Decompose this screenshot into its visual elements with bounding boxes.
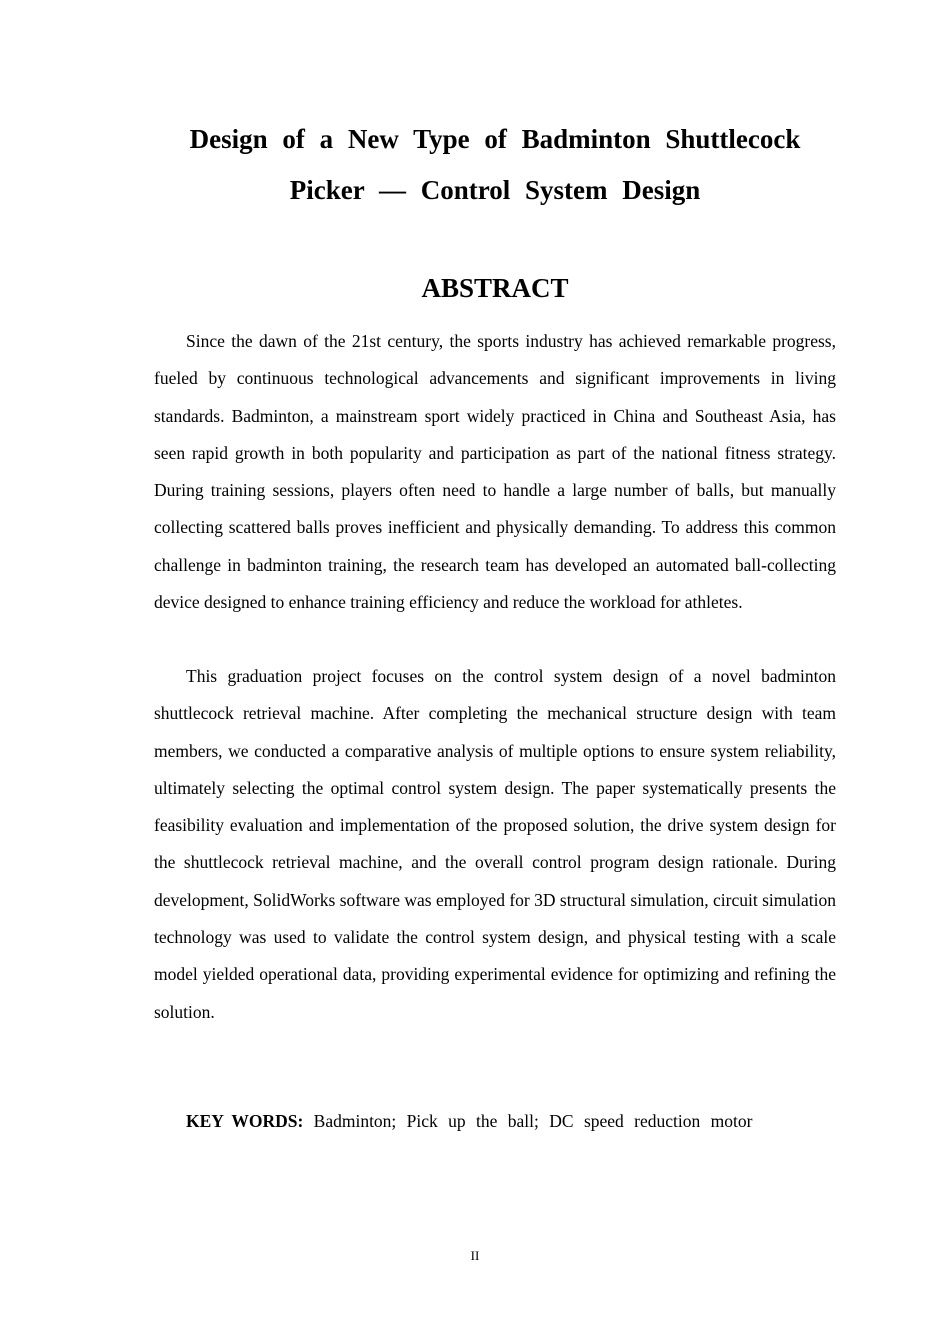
- abstract-heading: ABSTRACT: [421, 273, 569, 303]
- abstract-paragraph-2: This graduation project focuses on the control system design of a novel badminton shuttlecock retrieval machine. After completing the mechanical structure design with team members, we conducted a comparative analysis of multiple options to ensure system reliability, ultimately selecting the optimal control system design. The paper systematically presents the feasibility evaluation and implementation of the proposed solution, the drive system design for the shuttlecock retrieval machine, and the overall control program design rationale. During development, SolidWorks software was employed for 3D structural simulation, circuit simulation technology was used to validate the control system design, and physical testing with a scale model yielded operational data, providing experimental evidence for optimizing and refining the solution.: [154, 666, 836, 1022]
- paper-title-line-1: Design of a New Type of Badminton Shuttlecock: [189, 124, 801, 154]
- abstract-paragraph-1: Since the dawn of the 21st century, the sports industry has achieved remarkable progress, fueled by continuous technological advancements and significant improvements in living standards. Badminton, a mainstream sport widely practiced in China and Southeast Asia, has seen rapid growth in both popularity and participation as part of the national fitness strategy. During training sessions, players often need to handle a large number of balls, but manually collecting scattered balls proves inefficient and physically demanding. To address this common challenge in badminton training, the research team has developed an automated ball-collecting device designed to enhance training efficiency and reduce the workload for athletes.: [154, 331, 836, 613]
- keywords-line: [186, 1103, 836, 1140]
- page-number: II: [470, 1248, 480, 1263]
- keywords-label: KEY WORDS:: [186, 1111, 304, 1131]
- keywords-text: Badminton; Pick up the ball; DC speed reduction motor: [313, 1111, 753, 1131]
- paper-title-line-2: Picker — Control System Design: [289, 175, 701, 205]
